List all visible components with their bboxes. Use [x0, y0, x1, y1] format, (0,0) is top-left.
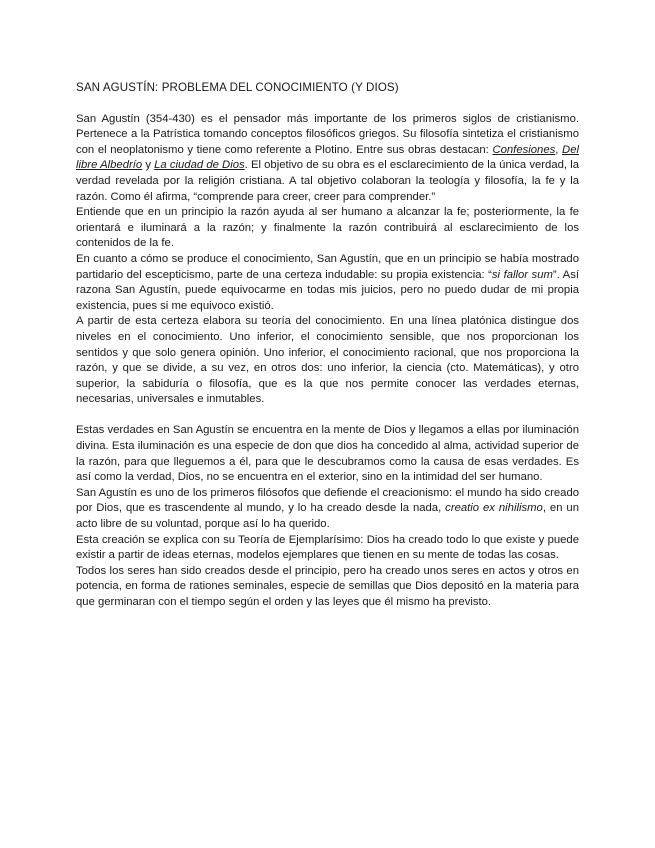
work-confesiones: Confesiones: [492, 143, 556, 156]
paragraph-iluminacion: Estas verdades en San Agustín se encuentra en la mente de Dios y llegamos a ellas por iluminación divina. Esta iluminación es una especie de don que dios ha concedido al alma, actividad superior de la razón, para que lleguemos a él, para que le descubramos como la causa de esas verdades. Es así como la verdad, Dios, no se encuentra en el exterior, sino en la intimidad del ser humano.: [76, 424, 579, 484]
latin-creatio-ex-nihilismo: creatio ex nihilismo: [445, 502, 543, 515]
separator: y: [142, 159, 155, 172]
paragraph-intro: [76, 112, 579, 206]
latin-si-fallor-sum: si fallor sum: [491, 268, 553, 281]
separator: ,: [555, 143, 563, 156]
creacionismo-text: San Agustín es uno de los primeros filósofos que defiende el creacionismo: el mundo ha sido creado por Dios, que es trascendente al mundo, y lo ha creado desde la nada,: [76, 486, 580, 515]
work-ciudad-de-dios: La ciudad de Dios: [154, 159, 245, 172]
document-page: [76, 80, 579, 611]
certeza-text-continued: ”. Así razona San Agustín, puede equivocarme en todas mis juicios, pero no puedo dudar de mi propia existencia, pues si me equivoco existió.: [76, 268, 579, 312]
paragraph-certeza: [76, 252, 579, 314]
intro-text-continued: . El objetivo de su obra es el esclarecimiento de la única verdad, la verdad revelada por la religión cristiana. A tal objetivo colaboran la teología y filosofía, la fe y la razón. Como él afirma, “comprende para creer, creer para comprender.”: [76, 159, 579, 203]
paragraph-gap: [76, 408, 579, 424]
paragraph-rationes-seminales: Todos los seres han sido creados desde el principio, pero ha creado unos seres en actos y otros en potencia, en forma de rationes seminales, especie de semillas que Dios depositó en la materia para que germinaran con el tiempo según el orden y las leyes que él mismo ha previsto.: [76, 564, 579, 608]
creacionismo-text-continued: , en un acto libre de su voluntad, porque así lo ha querido.: [76, 502, 579, 531]
certeza-text: En cuanto a cómo se produce el conocimiento, San Agustín, que en un principio se había mostrado partidario del escepticismo, parte de una certeza indudable: su propia existencia: “: [76, 252, 579, 281]
paragraph-fe-razon: Entiende que en un principio la razón ayuda al ser humano a alcanzar la fe; posteriormente, la fe orientará e iluminará a la razón; y finalmente la razón contribuirá al esclarecimiento de los contenidos de la fe.: [76, 206, 579, 250]
document-title: SAN AGUSTÍN: PROBLEMA DEL CONOCIMIENTO (Y DIOS): [76, 81, 399, 94]
intro-text: San Agustín (354-430) es el pensador más importante de los primeros siglos de cristianismo. Pertenece a la Patrística tomando conceptos filosóficos griegos. Su filosofía sintetiza el cristianismo con el neoplatonismo y tiene como referente a Plotino. Entre sus obras destacan:: [76, 112, 579, 156]
paragraph-ejemplarismo: Esta creación se explica con su Teoría de Ejemplarísimo: Dios ha creado todo lo que existe y puede existir a partir de ideas eternas, modelos ejemplares que tienen en su mente de todas las cosas.: [76, 533, 579, 562]
paragraph-teoria-conocimiento: A partir de esta certeza elabora su teoría del conocimiento. En una línea platónica distingue dos niveles en el conocimiento. Uno inferior, el conocimiento sensible, que nos proporcionan los sentidos y que solo genera opinión. Uno inferior, el conocimiento racional, que nos proporciona la razón, y que se divide, a su vez, en otros dos: uno inferior, la ciencia (cto. Matemáticas), y otro superior, la sabiduría o filosofía, que es la que nos permite conocer las verdades eternas, necesarias, universales e inmutables.: [76, 315, 579, 406]
work-libre-albedrio: Del libre Albedrío: [76, 143, 579, 172]
paragraph-creacionismo: [76, 486, 579, 533]
